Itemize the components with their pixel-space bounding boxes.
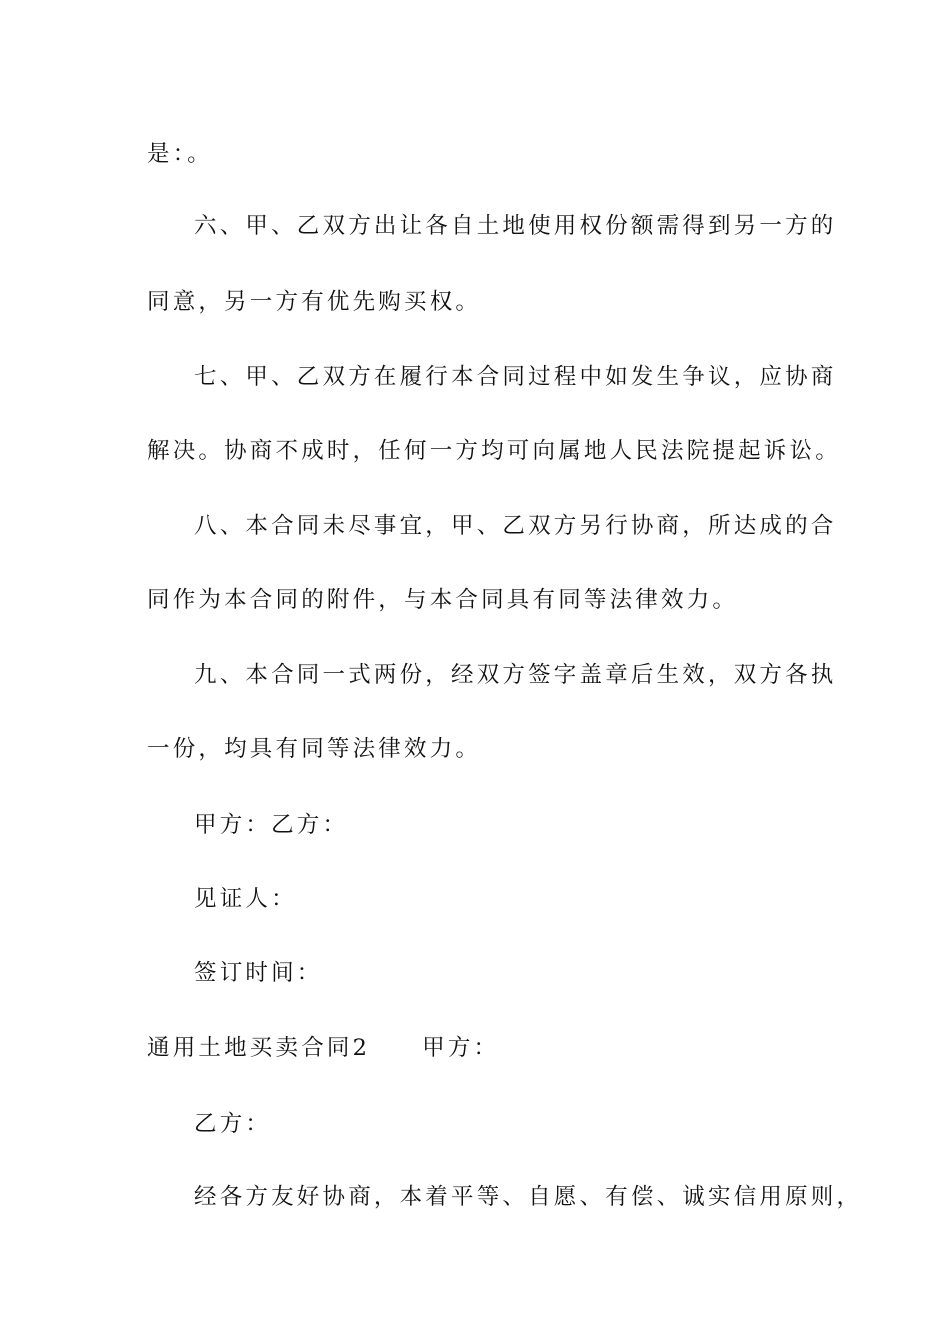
second-contract-party-a: 甲方： — [422, 1035, 500, 1061]
signing-date-line: 签订时间： — [194, 960, 323, 986]
clause-8-line-1: 八、本合同未尽事宜，甲、乙双方另行协商，所达成的合 — [194, 513, 837, 539]
clause-6-line-1: 六、甲、乙双方出让各自土地使用权份额需得到另一方的 — [194, 213, 837, 239]
clause-9-line-2: 一份，均具有同等法律效力。 — [147, 736, 482, 762]
clause-6-line-2: 同意，另一方有优先购买权。 — [147, 289, 482, 315]
second-contract-party-b: 乙方： — [194, 1111, 272, 1137]
clause-7-line-1: 七、甲、乙双方在履行本合同过程中如发生争议，应协商 — [194, 364, 837, 390]
second-contract-title: 通用土地买卖合同2 — [147, 1035, 371, 1061]
second-contract-intro-line: 经各方友好协商，本着平等、自愿、有偿、诚实信用原则， — [194, 1184, 863, 1210]
paragraph-line: 是：。 — [147, 141, 213, 167]
signature-parties-line: 甲方：乙方： — [194, 812, 349, 838]
clause-8-line-2: 同作为本合同的附件，与本合同具有同等法律效力。 — [147, 587, 739, 613]
clause-7-line-2: 解决。协商不成时，任何一方均可向属地人民法院提起诉讼。 — [147, 438, 841, 464]
second-contract-heading-line — [147, 1033, 499, 1063]
clause-9-line-1: 九、本合同一式两份，经双方签字盖章后生效，双方各执 — [194, 662, 837, 688]
witness-line: 见证人： — [194, 886, 297, 912]
